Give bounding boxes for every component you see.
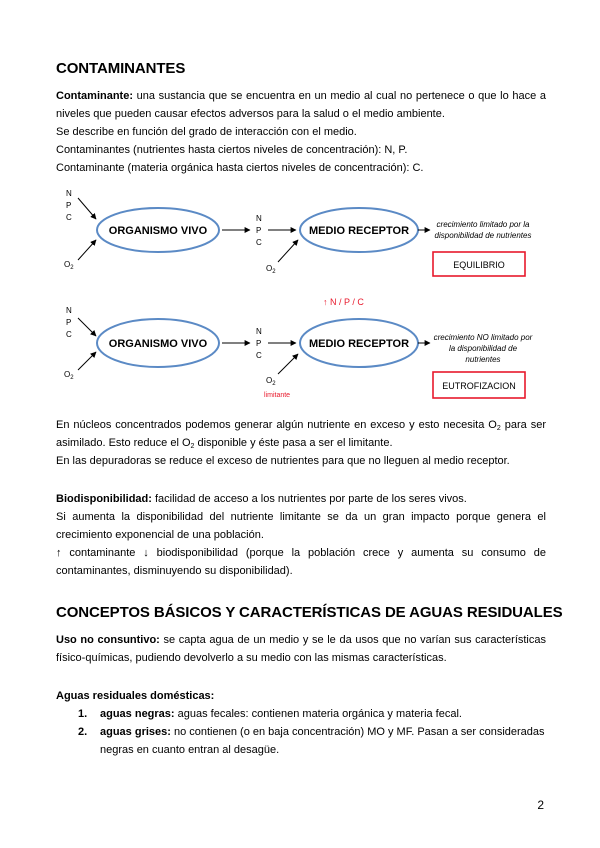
para2-line-2: Si aumenta la disponibilidad del nutriente limitante se da un gran impacto porque genera el <box>56 511 546 523</box>
para1-line-3: En las depuradoras se reduce el exceso de nutrientes para que no lleguen al medio receptor. <box>56 455 510 467</box>
output-c-label-2: C <box>256 351 262 360</box>
input-arrow-2 <box>78 318 96 336</box>
output-p-label: P <box>256 226 262 235</box>
receptor-label: MEDIO RECEPTOR <box>308 225 410 237</box>
input-c-label-2: C <box>66 330 72 339</box>
o2-label: $O_2$ <box>64 260 74 271</box>
diagram-eutrofizacion <box>64 297 533 399</box>
note-line-1: crecimiento limitado por la <box>436 220 530 229</box>
uso-term: Uso no consuntivo: <box>56 634 160 646</box>
o2-label-2: $O_2$ <box>64 370 74 381</box>
diagram-equilibrio <box>64 189 531 276</box>
para2-line-4: ↑ contaminante ↓ biodisponibilidad (porque la población crece y aumenta su consumo de <box>56 547 546 559</box>
uso-line-2: físico-químicas, pudiendo devolverlo a su medio con las mismas características. <box>56 652 447 664</box>
o2-arrow-2 <box>78 352 96 370</box>
receptor-o2-label-2: $O_2$ <box>266 376 276 387</box>
limiting-label: limitante <box>264 392 291 399</box>
output-n-label-2: N <box>256 327 262 336</box>
result-eutrofizacion-label: EUTROFIZACION <box>442 381 516 391</box>
organism-label: ORGANISMO VIVO <box>108 225 208 237</box>
output-n-label: N <box>256 214 262 223</box>
aguas-domesticas-title: Aguas residuales domésticas: <box>56 690 215 702</box>
receptor-o2-label: $O_2$ <box>266 264 276 275</box>
list-item-aguas-grises: 2. aguas grises: no contienen (o en baja concentración) MO y MF. Pasan a ser consideradas <box>78 726 545 738</box>
input-n-label: N <box>66 189 72 198</box>
page-number: 2 <box>537 798 544 812</box>
section-title-contaminantes: CONTAMINANTES <box>56 60 186 77</box>
input-p-label-2: P <box>66 318 72 327</box>
receptor-o2-arrow <box>278 240 298 262</box>
output-p-label-2: P <box>256 339 262 348</box>
receptor-label-2: MEDIO RECEPTOR <box>308 338 410 350</box>
organism-label-2: ORGANISMO VIVO <box>108 338 208 350</box>
para1-line-2: asimilado. Esto reduce el $O_2$ disponible y éste pasa a ser el limitante. <box>56 437 393 450</box>
contaminant-organic-line: Contaminante (materia orgánica hasta ciertos niveles de concentración): C. <box>56 162 424 174</box>
note2-line-2: la disponibilidad de <box>448 344 518 353</box>
definition-line-2: niveles que pueden causar efectos adversos para la salud o el medio ambiente. <box>56 108 445 120</box>
biodisponibilidad-term: Biodisponibilidad: <box>56 493 152 505</box>
input-arrow <box>78 198 96 219</box>
list-item-aguas-negras: 1. aguas negras: aguas fecales: contienen materia orgánica y materia fecal. <box>78 708 462 720</box>
output-c-label: C <box>256 238 262 247</box>
definition-text: una sustancia que se encuentra en un medio al cual no pertenece o que lo hace a <box>133 90 546 102</box>
para2-line-3: crecimiento exponencial de una población. <box>56 529 264 541</box>
para1-line-1: En núcleos concentrados podemos generar algún nutriente en exceso y esto necesita $O_2$ para ser <box>56 419 546 432</box>
input-n-label-2: N <box>66 306 72 315</box>
uso-line-1: Uso no consuntivo: se capta agua de un medio y se le da usos que no varían sus características <box>56 634 546 646</box>
input-c-label: C <box>66 213 72 222</box>
list-item-aguas-grises-cont: negras en cuanto entran al desagüe. <box>100 744 280 756</box>
description-line: Se describe en función del grado de interacción con el medio. <box>56 126 357 138</box>
result-equilibrio-label: EQUILIBRIO <box>453 260 505 270</box>
definition-term: Contaminante: <box>56 90 133 102</box>
para2-line-5: contaminantes, disminuyendo su disponibilidad). <box>56 565 293 577</box>
biodisponibilidad-line: Biodisponibilidad: facilidad de acceso a los nutrientes por parte de los seres vivos. <box>56 493 467 505</box>
o2-arrow <box>78 240 96 260</box>
contaminants-nutrients-line: Contaminantes (nutrientes hasta ciertos niveles de concentración): N, P. <box>56 144 408 156</box>
increase-npc-label: ↑ N / P / C <box>323 297 364 307</box>
receptor-o2-arrow-2 <box>278 354 298 374</box>
section-title-aguas-residuales: CONCEPTOS BÁSICOS Y CARACTERÍSTICAS DE AGUAS RESIDUALES <box>56 604 563 621</box>
note-line-2: disponibilidad de nutrientes <box>434 231 532 240</box>
note2-line-3: nutrientes <box>465 355 501 364</box>
note2-line-1: crecimiento NO limitado por <box>433 333 533 342</box>
input-p-label: P <box>66 201 72 210</box>
